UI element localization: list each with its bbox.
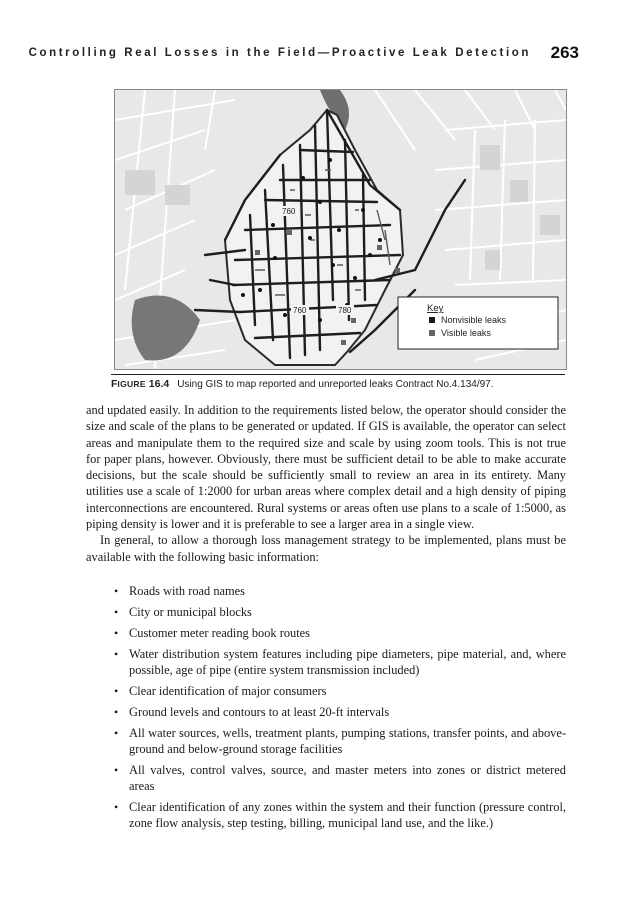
gis-leak-map bbox=[115, 90, 566, 369]
map-legend bbox=[398, 297, 558, 349]
legend-title: Key bbox=[427, 303, 444, 314]
contour-label: 780 bbox=[338, 306, 352, 315]
list-item: • All water sources, wells, treatment plants, pumping stations, transfer points, and above-ground and below-ground storage facilities bbox=[114, 726, 566, 756]
list-item: • Water distribution system features including pipe diameters, pipe material, and, where possible, age of pipe (entire system transmission included) bbox=[114, 647, 566, 677]
figure-caption-text: Using GIS to map reported and unreported leaks Contract No.4.134/97. bbox=[177, 379, 494, 390]
body-text bbox=[86, 402, 566, 565]
list-item: • Ground levels and contours to at least 20-ft intervals bbox=[114, 705, 390, 719]
paragraph: and updated easily. In addition to the requirements listed below, the operator should consider the size and scale of the plans to be generated or updated. If GIS is available, the operator can select areas and manipulate them to the required size and scale by using zoom tools. This is not true for paper plans, however. Obviously, there must be sufficient detail to be able to make accurate decisions, but the scale should be sufficiently small to review an area in its entirety. Many utilities use a scale of 1:2000 for urban areas where complex detail and a high density of piping interconnections are encountered. Rural systems or areas often use plans to a scale of 1:5000, as piping density is lower and it is preferable to see a larger area in a single view. bbox=[86, 403, 566, 532]
running-head: Controlling Real Losses in the Field—Proactive Leak Detection bbox=[28, 47, 531, 59]
caption-rule bbox=[111, 374, 565, 375]
list-item: • City or municipal blocks bbox=[114, 605, 252, 619]
legend-swatch-visible bbox=[429, 330, 435, 336]
list-item: • Clear identification of major consumers bbox=[114, 684, 327, 698]
list-item: • Roads with road names bbox=[114, 584, 245, 598]
paragraph: In general, to allow a thorough loss management strategy to be implemented, plans must be available with the following basic information: bbox=[86, 533, 566, 564]
page-header bbox=[28, 43, 579, 66]
figure-label: FIGURE 16.4 bbox=[111, 378, 170, 390]
requirements-list bbox=[114, 583, 566, 836]
list-item: • Customer meter reading book routes bbox=[114, 626, 310, 640]
legend-item-visible: Visible leaks bbox=[441, 328, 491, 338]
page-number: 263 bbox=[550, 43, 579, 62]
legend-swatch-nonvisible bbox=[429, 317, 435, 323]
gis-map-figure bbox=[114, 89, 567, 370]
contour-label: 760 bbox=[282, 207, 296, 216]
figure-caption bbox=[111, 378, 571, 390]
list-item: • All valves, control valves, source, and master meters into zones or district metered areas bbox=[114, 763, 566, 793]
legend-item-nonvisible: Nonvisible leaks bbox=[441, 315, 507, 325]
contour-label: 760 bbox=[293, 306, 307, 315]
list-item: • Clear identification of any zones within the system and their function (pressure control, zone flow analysis, step testing, billing, municipal land use, and the like.) bbox=[114, 800, 566, 830]
